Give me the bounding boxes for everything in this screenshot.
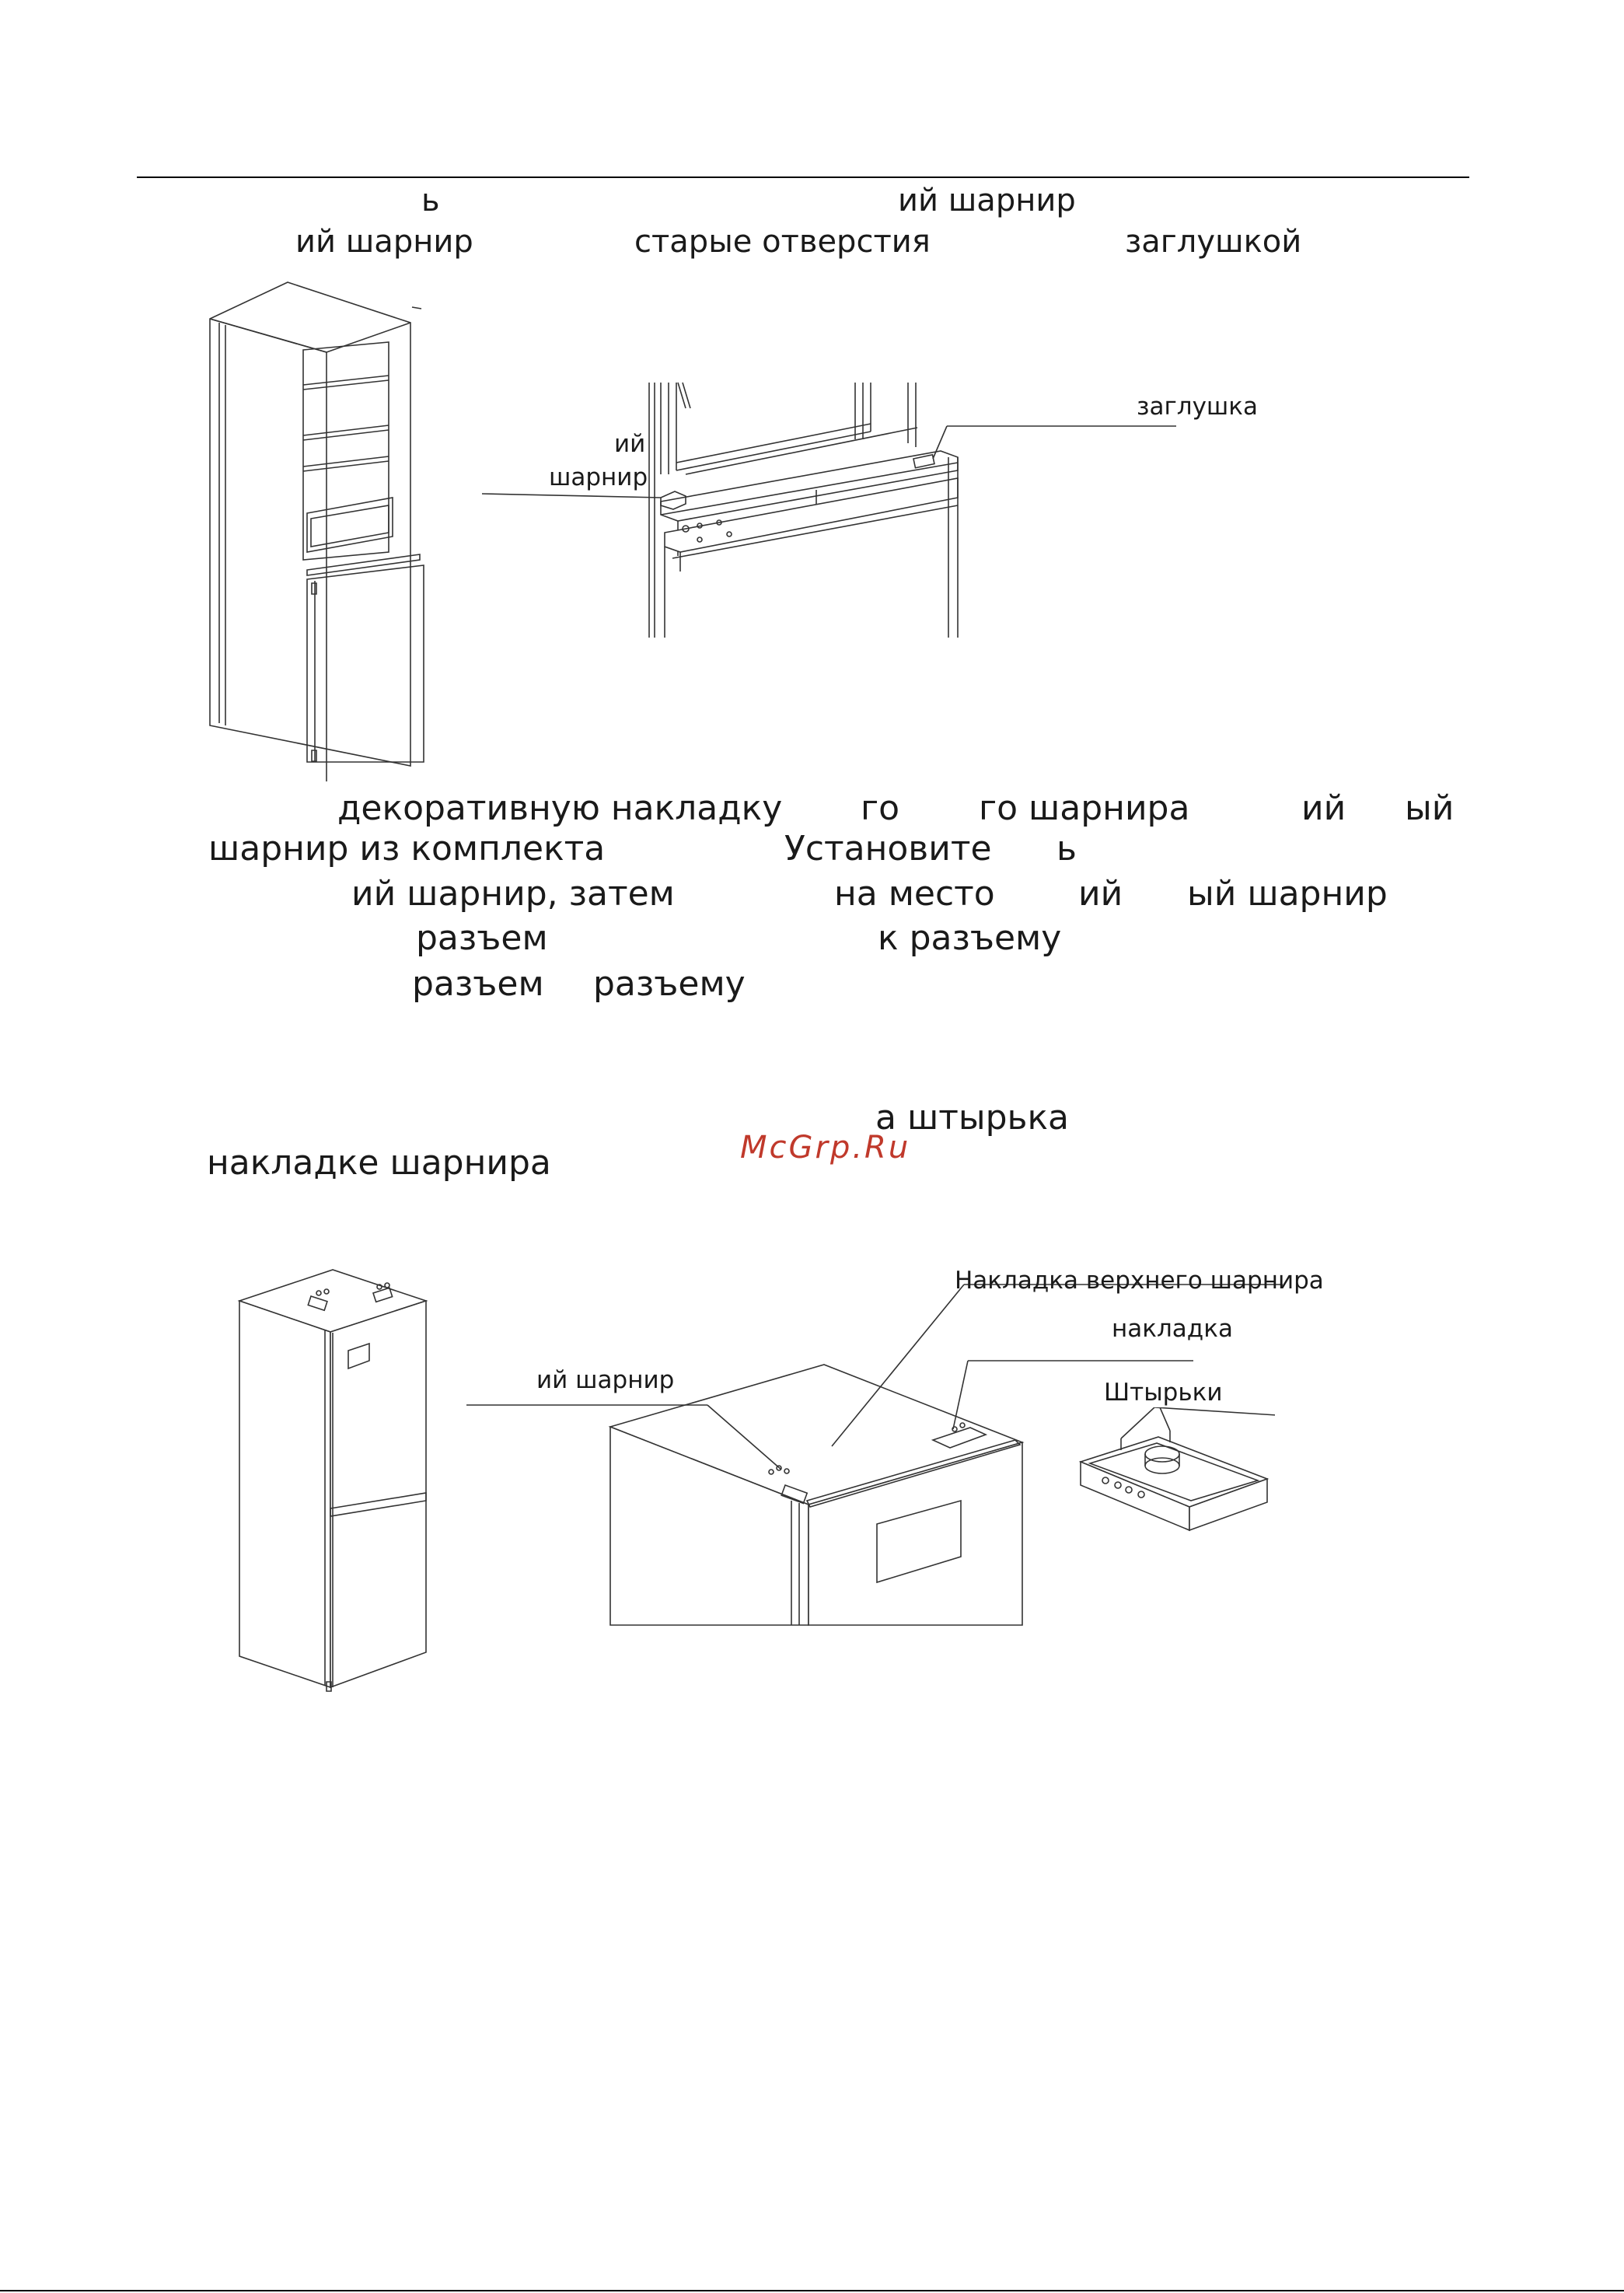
paragraph-fragment: разъем [416, 918, 548, 958]
heading-fragment: ий шарнир [295, 224, 473, 260]
paragraph-fragment: го [861, 788, 900, 828]
paragraph-fragment: ий шарнир, затем [351, 874, 675, 914]
fridge-closed-illustration [233, 1264, 435, 1699]
callout-cap-label: заглушка [1137, 393, 1259, 421]
label-hinge: ий шарнир [536, 1366, 675, 1394]
paragraph-fragment: ый шарнир [1187, 874, 1388, 914]
heading-fragment: старые отверстия [634, 224, 931, 260]
paragraph-fragment: Установите [784, 829, 992, 869]
paragraph-fragment: ый [1405, 788, 1455, 828]
paragraph-fragment: к разъему [878, 918, 1062, 958]
paragraph-fragment: шарнир из комплекта [208, 829, 606, 869]
heading-fragment: ь [421, 183, 440, 218]
paragraph-fragment: накладке шарнира [207, 1143, 551, 1183]
paragraph-fragment: на место [834, 874, 995, 914]
label-top-hinge-cover: Накладка верхнего шарнира [955, 1267, 1324, 1295]
footer-rule [0, 2290, 1624, 2291]
callout-hinge-label: ий [614, 430, 646, 458]
header-rule [137, 177, 1469, 178]
fridge-open-illustration [202, 276, 435, 781]
paragraph-fragment: декоративную накладку [337, 788, 783, 828]
label-pins: Штырьки [1104, 1379, 1223, 1407]
paragraph-fragment: го шарнира [979, 788, 1190, 828]
paragraph-fragment: ий [1078, 874, 1123, 914]
paragraph-fragment: ь [1056, 829, 1077, 869]
paragraph-fragment: разъем [412, 964, 544, 1004]
paragraph-fragment: разъему [593, 964, 746, 1004]
watermark: McGrp.Ru [740, 1130, 911, 1166]
callout-hinge-label: шарнир [549, 463, 648, 491]
heading-fragment: заглушкой [1125, 224, 1302, 260]
pin-cover-part-illustration [1073, 1407, 1275, 1543]
heading-fragment: ий шарнир [898, 183, 1076, 218]
label-cover: накладка [1112, 1315, 1233, 1343]
paragraph-fragment: ий [1301, 788, 1346, 828]
paragraph-fragment: а штырька [875, 1098, 1069, 1138]
